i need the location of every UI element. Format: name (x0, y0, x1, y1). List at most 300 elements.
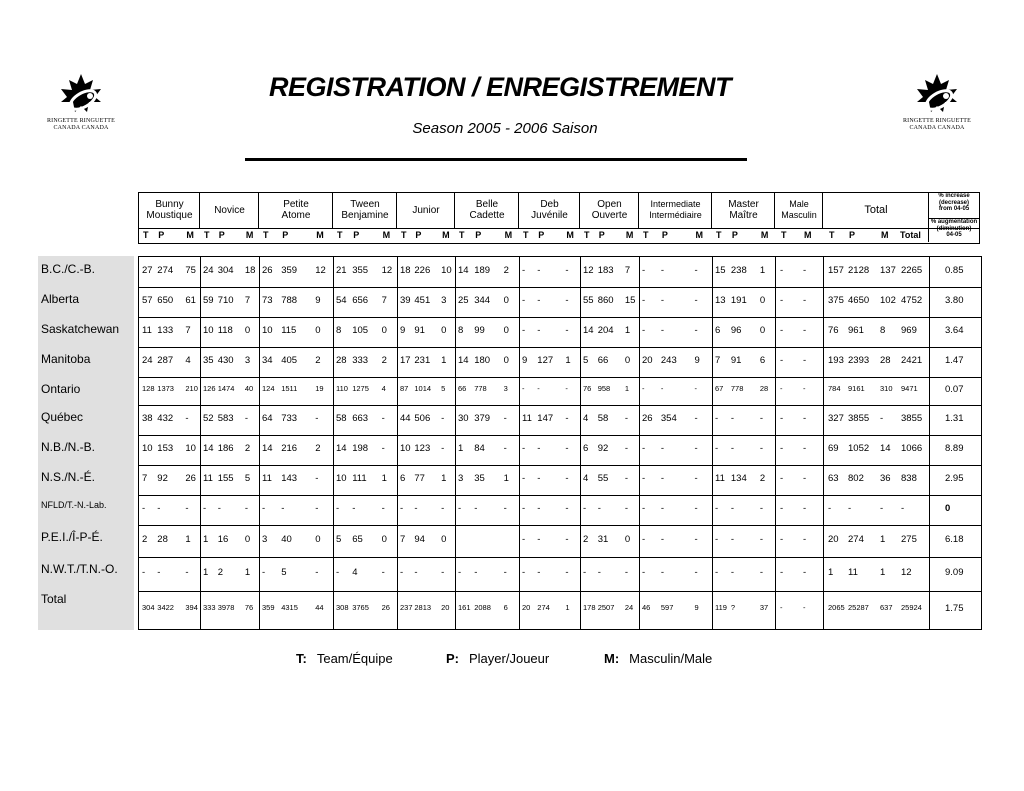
table-cell: - (381, 567, 385, 578)
table-cell: 4752 (901, 295, 923, 306)
column-subheader: P (218, 230, 225, 240)
table-cell: - (759, 413, 764, 424)
table-cell: - (642, 503, 646, 514)
table-cell: 969 (901, 325, 917, 336)
table-cell: - (217, 503, 221, 514)
table-cell: - (715, 503, 719, 514)
table-cell: 0 (759, 325, 766, 336)
table-cell: - (694, 325, 698, 336)
table-cell: 7 (142, 473, 148, 484)
table-cell: 432 (157, 413, 174, 424)
table-cell: - (474, 567, 478, 578)
table-cell: 2088 (474, 603, 491, 612)
table-cell: 46 (642, 603, 651, 612)
table-cell: 25 (458, 295, 469, 306)
row-label: Manitoba (41, 352, 91, 366)
table-cell: - (441, 443, 445, 454)
table-cell: - (565, 443, 569, 454)
table-cell: 210 (185, 384, 198, 393)
table-cell: - (537, 265, 541, 276)
pct-change-cell: 1.47 (945, 355, 964, 366)
table-cell: 2 (142, 534, 148, 545)
row-label: P.E.I./Î-P-É. (41, 530, 103, 544)
table-cell: 304 (142, 603, 155, 612)
table-cell: 2813 (414, 603, 432, 612)
table-cell: - (759, 534, 764, 545)
column-subheader: T (716, 230, 722, 240)
table-cell: 958 (597, 384, 611, 393)
category-name-fr: Intermédiaire (649, 210, 702, 220)
table-cell: - (262, 503, 266, 514)
table-cell: 6 (759, 355, 766, 366)
table-cell: 11 (203, 473, 213, 484)
table-cell: 5 (281, 567, 287, 578)
table-cell: - (503, 503, 507, 514)
table-cell: 8 (458, 325, 464, 336)
legend-key: T: (296, 651, 307, 666)
table-cell: - (803, 534, 807, 545)
column-subheader: M (504, 230, 513, 240)
table-cell: 379 (474, 413, 491, 424)
table-cell: 19 (315, 384, 324, 393)
table-cell: 28 (157, 534, 168, 545)
category-header (518, 192, 580, 228)
table-cell: - (803, 567, 807, 578)
table-cell: 14 (262, 443, 273, 454)
table-cell: 11 (522, 413, 532, 424)
table-cell: 24 (203, 265, 214, 276)
table-cell: - (694, 443, 698, 454)
table-cell: 21 (336, 265, 347, 276)
table-cell: - (583, 567, 587, 578)
table-cell: - (642, 265, 646, 276)
table-cell: 1474 (217, 384, 235, 393)
legend-text: Player/Joueur (469, 651, 550, 666)
table-cell: - (185, 567, 189, 578)
table-cell: 2 (381, 355, 387, 366)
table-cell: 0 (315, 534, 321, 545)
table-cell: 14 (336, 443, 347, 454)
table-cell: - (803, 325, 807, 336)
table-cell: 9 (315, 295, 321, 306)
table-cell: 26 (262, 265, 273, 276)
table-cell: 637 (880, 603, 893, 612)
table-cell: 583 (217, 413, 234, 424)
table-cell: 91 (414, 325, 425, 336)
table-cell: 193 (828, 355, 844, 366)
table-cell: 4 (583, 473, 589, 484)
table-cell: - (381, 503, 385, 514)
table-cell: - (503, 413, 507, 424)
logo-text-line1: RINGETTE RINGUETTE (46, 118, 116, 124)
table-cell: 26 (642, 413, 653, 424)
column-subheader: T (143, 230, 149, 240)
table-cell: 64 (262, 413, 273, 424)
table-cell: - (203, 503, 207, 514)
category-name-fr: Benjamine (341, 210, 389, 221)
table-cell: - (694, 503, 698, 514)
category-header (258, 192, 333, 228)
table-cell: - (565, 413, 569, 424)
table-cell: 54 (336, 295, 347, 306)
column-divider (929, 257, 930, 629)
column-subheader: T (781, 230, 787, 240)
table-cell: 133 (157, 325, 174, 336)
row-divider (139, 317, 981, 318)
table-cell: - (537, 384, 540, 393)
table-cell: 1 (441, 355, 447, 366)
table-cell: 10 (185, 443, 196, 454)
table-cell: - (880, 413, 884, 424)
table-cell: 34 (262, 355, 273, 366)
table-cell: - (730, 413, 735, 424)
table-cell: 111 (352, 473, 367, 484)
table-cell: 333 (352, 355, 369, 366)
table-cell: - (694, 413, 698, 424)
table-cell: - (315, 503, 319, 514)
legend-key: P: (446, 651, 459, 666)
table-cell: 1 (624, 384, 629, 393)
table-cell: 14 (458, 265, 469, 276)
table-cell: 1 (624, 325, 631, 336)
table-cell: 778 (730, 384, 744, 393)
table-cell: - (624, 473, 628, 484)
table-cell: - (803, 503, 807, 514)
title-rule (245, 158, 747, 161)
legend-male (604, 651, 712, 666)
table-cell: - (642, 443, 646, 454)
table-cell: 25287 (848, 603, 869, 612)
pct-change-cell: 0.07 (945, 384, 964, 395)
table-cell: 4 (352, 567, 358, 578)
category-name: Belle (475, 199, 499, 210)
table-cell: 1 (828, 567, 834, 578)
table-cell: 119 (715, 603, 727, 612)
category-header (332, 192, 397, 228)
category-header (774, 192, 823, 228)
table-cell: 3 (458, 473, 464, 484)
row-label: Ontario (41, 382, 81, 396)
column-divider (200, 257, 201, 629)
category-name-fr: Ouverte (591, 210, 628, 221)
table-cell: - (759, 443, 764, 454)
pct-header-split (928, 218, 980, 219)
table-cell: 84 (474, 443, 485, 454)
table-cell: 0 (381, 534, 387, 545)
table-cell: - (780, 567, 784, 578)
table-cell: 1 (381, 473, 387, 484)
table-cell: - (336, 567, 340, 578)
table-cell: 12 (315, 265, 326, 276)
table-cell: 2393 (848, 355, 870, 366)
row-divider (139, 377, 981, 378)
column-subheader: M (442, 230, 450, 240)
legend-key: M: (604, 651, 620, 666)
table-cell: 11 (262, 473, 272, 484)
table-cell: 405 (281, 355, 298, 366)
column-subheader: T (337, 230, 343, 240)
table-cell: 14 (458, 355, 469, 366)
category-name: Total (864, 203, 888, 216)
table-cell: - (262, 567, 266, 578)
table-cell: - (565, 384, 568, 393)
table-cell: - (522, 534, 526, 545)
table-cell: 656 (352, 295, 369, 306)
table-cell: 20 (642, 355, 653, 366)
category-name: Bunny (155, 199, 184, 210)
table-cell: - (780, 355, 784, 366)
table-cell: 375 (828, 295, 844, 306)
table-cell: 55 (583, 295, 594, 306)
table-cell: 3765 (352, 603, 369, 612)
table-cell: - (522, 503, 526, 514)
column-subheader: M (382, 230, 391, 240)
legend-team (296, 651, 393, 666)
page-subtitle: Season 2005 - 2006 Saison (412, 120, 598, 137)
table-cell: 0 (441, 325, 447, 336)
table-cell: - (624, 567, 628, 578)
table-cell: 12 (901, 567, 912, 578)
table-cell: - (537, 325, 541, 336)
column-subheader: Total (900, 230, 921, 240)
table-cell: 28 (759, 384, 769, 393)
row-label: N.W.T./T.N.-O. (41, 562, 118, 576)
table-cell: 802 (848, 473, 864, 484)
row-label: Québec (41, 410, 84, 424)
table-cell: 99 (474, 325, 485, 336)
table-cell: 27 (142, 265, 153, 276)
table-cell: 11 (715, 473, 725, 484)
table-cell: 663 (352, 413, 369, 424)
table-cell: 14 (583, 325, 594, 336)
table-cell: 5 (583, 355, 589, 366)
category-name-fr: Atome (281, 210, 311, 221)
table-cell: 0 (381, 325, 387, 336)
category-name-fr: Moustique (146, 210, 193, 221)
table-cell: - (458, 503, 462, 514)
table-cell: 506 (414, 413, 431, 424)
table-cell: - (565, 295, 569, 306)
table-cell: - (694, 567, 698, 578)
table-cell: - (694, 534, 698, 545)
table-cell: - (780, 534, 784, 545)
table-cell: - (441, 567, 445, 578)
table-cell: - (780, 384, 783, 393)
table-cell: 40 (244, 384, 254, 393)
table-cell: 2128 (848, 265, 870, 276)
column-subheader: P (282, 230, 289, 240)
column-subheader: T (523, 230, 529, 240)
table-cell: 1 (880, 567, 886, 578)
column-subheader: M (695, 230, 703, 240)
table-cell: 94 (414, 534, 425, 545)
category-header (199, 192, 259, 228)
category-header (711, 192, 775, 228)
table-cell: - (780, 503, 784, 514)
table-cell: - (157, 567, 161, 578)
table-cell: - (660, 473, 665, 484)
table-body (138, 256, 982, 630)
legend-player (446, 651, 549, 666)
table-cell: 0 (624, 534, 631, 545)
category-name: Intermediate (650, 199, 701, 209)
table-cell: 733 (281, 413, 298, 424)
table-cell: 102 (880, 295, 896, 306)
category-name: Petite (283, 199, 309, 210)
table-cell: 243 (660, 355, 677, 366)
table-cell: 1014 (414, 384, 432, 393)
table-cell: - (660, 325, 665, 336)
table-cell: 4650 (848, 295, 870, 306)
table-cell: 5 (441, 384, 446, 393)
pct-change-cell: 8.89 (945, 443, 964, 454)
column-subheader: P (598, 230, 605, 240)
table-cell: 7 (400, 534, 406, 545)
table-cell: 35 (474, 473, 485, 484)
column-subheader: P (661, 230, 668, 240)
table-cell: 76 (828, 325, 839, 336)
table-cell: 127 (537, 355, 554, 366)
column-subheader: T (204, 230, 210, 240)
table-cell: 65 (352, 534, 363, 545)
row-divider (139, 347, 981, 348)
table-cell: 9 (694, 603, 699, 612)
table-cell: 216 (281, 443, 298, 454)
table-cell: 355 (352, 265, 369, 276)
table-cell: - (142, 503, 146, 514)
category-name: Male (789, 199, 809, 209)
column-subheader: M (245, 230, 254, 240)
page-title: REGISTRATION / ENREGISTREMENT (268, 72, 732, 102)
table-cell: 37 (759, 603, 769, 612)
table-cell: - (660, 443, 665, 454)
category-header (822, 192, 929, 228)
column-subheader: P (415, 230, 422, 240)
table-cell: - (522, 567, 526, 578)
table-cell: 66 (458, 384, 467, 393)
category-name: Deb (540, 199, 559, 210)
category-name: Open (597, 199, 622, 210)
table-cell: 2 (315, 355, 321, 366)
table-cell: 25924 (901, 603, 922, 612)
table-cell: - (715, 567, 719, 578)
table-cell: - (642, 295, 646, 306)
column-subheader: M (881, 230, 889, 240)
column-subheader: T (263, 230, 269, 240)
table-header (138, 192, 980, 244)
table-cell: 0 (759, 295, 766, 306)
table-cell: - (315, 473, 319, 484)
pct-change-header-fr: % augmentation (diminution) 04-05 (930, 219, 978, 238)
row-label: Alberta (41, 292, 80, 306)
table-cell: 1 (185, 534, 191, 545)
table-cell: 333 (203, 603, 216, 612)
category-name-fr: Juvénile (531, 210, 568, 221)
table-cell: - (642, 567, 646, 578)
table-cell: 2065 (828, 603, 845, 612)
table-cell: 204 (597, 325, 614, 336)
table-cell: 2 (503, 265, 509, 276)
table-cell: 8 (880, 325, 886, 336)
table-cell: 6 (400, 473, 406, 484)
table-cell: 91 (730, 355, 742, 366)
table-cell: - (281, 503, 285, 514)
table-cell: 4 (583, 413, 589, 424)
table-cell: 2 (583, 534, 589, 545)
table-cell: - (848, 503, 852, 514)
table-cell: - (336, 503, 340, 514)
table-cell: 3 (244, 355, 251, 366)
table-cell: - (803, 443, 807, 454)
table-cell: - (565, 567, 569, 578)
table-cell: 124 (262, 384, 275, 393)
table-cell: 189 (474, 265, 491, 276)
pct-change-cell: 0 (945, 503, 951, 514)
table-cell: - (381, 443, 385, 454)
table-cell: 784 (828, 384, 841, 393)
table-cell: 13 (715, 295, 726, 306)
table-cell: 134 (730, 473, 747, 484)
table-cell: 75 (185, 265, 196, 276)
table-cell: 20 (441, 603, 450, 612)
table-cell: 38 (142, 413, 153, 424)
table-cell: - (624, 413, 628, 424)
table-cell: 1052 (848, 443, 870, 454)
table-cell: 9 (522, 355, 528, 366)
column-subheader: M (804, 230, 812, 240)
table-cell: 9 (400, 325, 406, 336)
table-cell: - (803, 384, 806, 393)
table-cell: 961 (848, 325, 864, 336)
category-name: Master (728, 199, 759, 210)
table-cell: - (503, 567, 507, 578)
table-cell: 39 (400, 295, 411, 306)
table-cell: 147 (537, 413, 554, 424)
column-subheader: M (186, 230, 194, 240)
table-cell: 3 (503, 384, 508, 393)
table-cell: 274 (848, 534, 864, 545)
table-cell: 1 (203, 534, 209, 545)
table-cell: - (458, 567, 462, 578)
table-cell: 40 (281, 534, 292, 545)
table-cell: - (537, 503, 541, 514)
table-cell: 55 (597, 473, 609, 484)
table-cell: - (780, 413, 784, 424)
table-cell: 155 (217, 473, 234, 484)
table-cell: - (694, 473, 698, 484)
row-label: N.S./N.-É. (41, 470, 96, 484)
table-cell: 430 (217, 355, 234, 366)
table-cell: 0 (624, 355, 631, 366)
table-cell: 2265 (901, 265, 923, 276)
table-cell: 0 (503, 325, 509, 336)
table-cell: 4 (381, 384, 386, 393)
table-cell: - (660, 567, 665, 578)
table-cell: 36 (880, 473, 891, 484)
table-cell: 1373 (157, 384, 174, 393)
table-cell: 2 (315, 443, 321, 454)
table-cell: 275 (901, 534, 917, 545)
column-divider (333, 257, 334, 629)
table-cell: 2507 (597, 603, 615, 612)
category-header (396, 192, 455, 228)
table-cell: 2421 (901, 355, 923, 366)
table-cell: - (694, 295, 698, 306)
table-cell: 359 (262, 603, 275, 612)
table-cell: 650 (157, 295, 174, 306)
table-cell: 7 (381, 295, 387, 306)
table-cell: - (583, 503, 587, 514)
